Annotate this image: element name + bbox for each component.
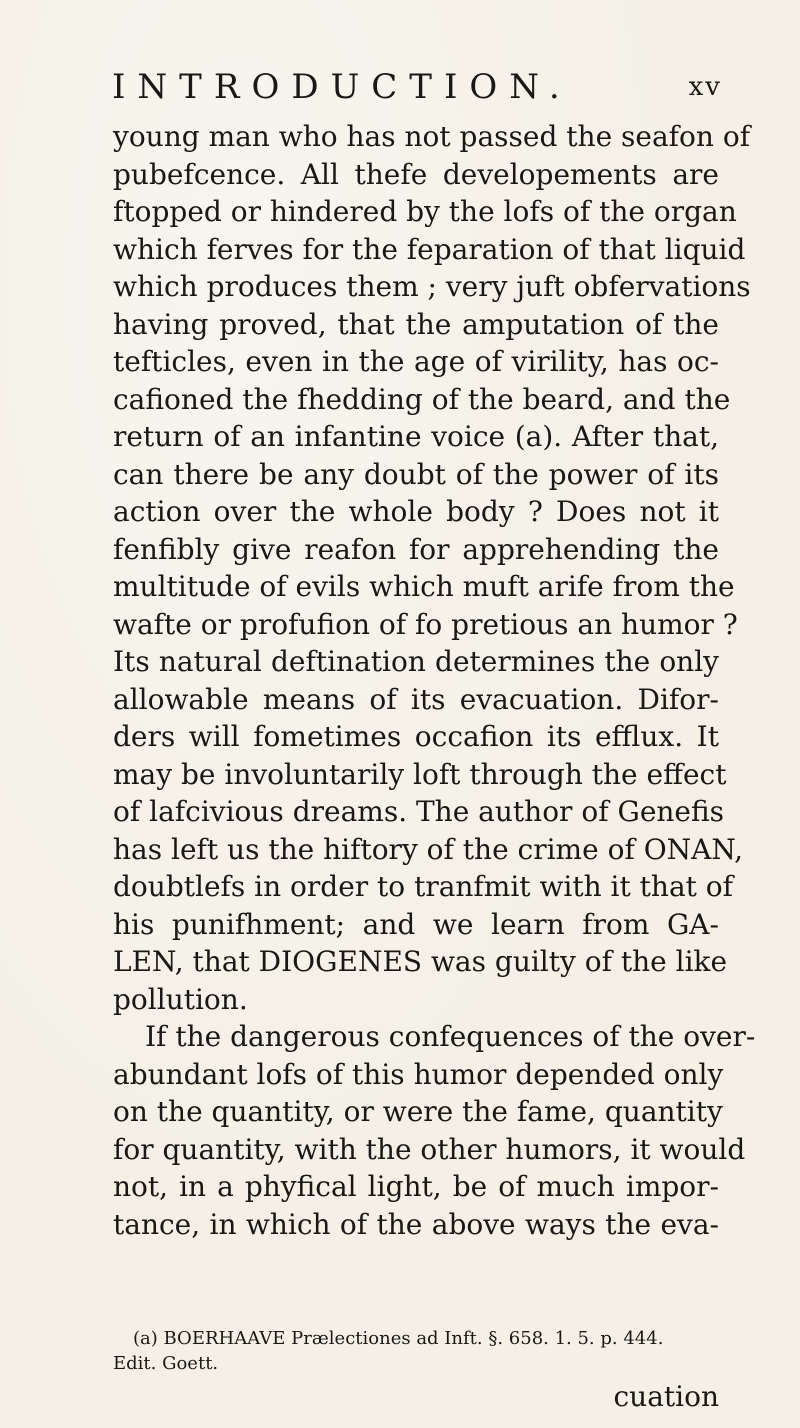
text-line: not, in a phyfical light, be of much impor- <box>113 1170 719 1203</box>
text-line: having proved, that the amputation of the <box>113 307 719 341</box>
text-line: tance, in which of the above ways the eva- <box>113 1207 719 1241</box>
text-line: can there be any doubt of the power of its <box>113 457 719 491</box>
text-line: for quantity, with the other humors, it would <box>113 1132 746 1166</box>
text-line: action over the whole body ? Does not it <box>113 495 719 528</box>
text-line: his punifhment; and we learn from GA- <box>113 907 719 941</box>
footnote-line: Edit. Goett. <box>113 1353 219 1374</box>
text-line: fenfibly give reafon for apprehending the <box>113 532 719 566</box>
running-title: INTRODUCTION. <box>112 67 572 107</box>
text-line: which ferves for the feparation of that liquid <box>113 232 746 266</box>
text-line: allowable means of its evacuation. Difor- <box>113 682 719 716</box>
text-line: on the quantity, or were the fame, quantity <box>113 1095 723 1128</box>
text-line: may be involuntarily loft through the effect <box>113 757 727 791</box>
text-line: pollution. <box>113 982 248 1016</box>
text-line: tefticles, even in the age of virility, has oc- <box>113 345 719 378</box>
text-line: ftopped or hindered by the lofs of the organ <box>113 195 737 228</box>
text-line: If the dangerous confequences of the over- <box>145 1020 756 1053</box>
page-number: xv <box>688 72 722 102</box>
body-text <box>113 118 756 1243</box>
text-line: Its natural deftination determines the only <box>113 645 719 678</box>
footnote <box>113 1326 719 1376</box>
footnote-line: (a) BOERHAAVE Prælectiones ad Inft. §. 658. 1. 5. p. 444. <box>133 1328 664 1349</box>
text-line: doubtlefs in order to tranfmit with it that of <box>113 870 734 903</box>
text-line: young man who has not passed the seafon of <box>113 120 751 153</box>
catchword: cuation <box>613 1380 719 1413</box>
text-line: pubefcence. All thefe developements are <box>113 157 719 191</box>
text-line: return of an infantine voice (a). After that, <box>113 420 719 453</box>
text-line: ders will fometimes occafion its efflux. It <box>113 720 719 753</box>
text-line: wafte or profufion of fo pretious an humor ? <box>113 607 738 641</box>
text-line: has left us the hiftory of the crime of ONAN, <box>113 832 743 866</box>
text-line: cafioned the fhedding of the beard, and the <box>113 382 731 416</box>
text-line: which produces them ; very juft obfervations <box>113 270 751 303</box>
page-header <box>112 62 722 112</box>
text-line: of lafcivious dreams. The author of Genefis <box>113 795 725 828</box>
text-line: multitude of evils which muft arife from the <box>113 570 735 603</box>
text-line: abundant lofs of this humor depended only <box>113 1057 724 1091</box>
text-line: LEN, that DIOGENES was guilty of the like <box>113 945 728 978</box>
